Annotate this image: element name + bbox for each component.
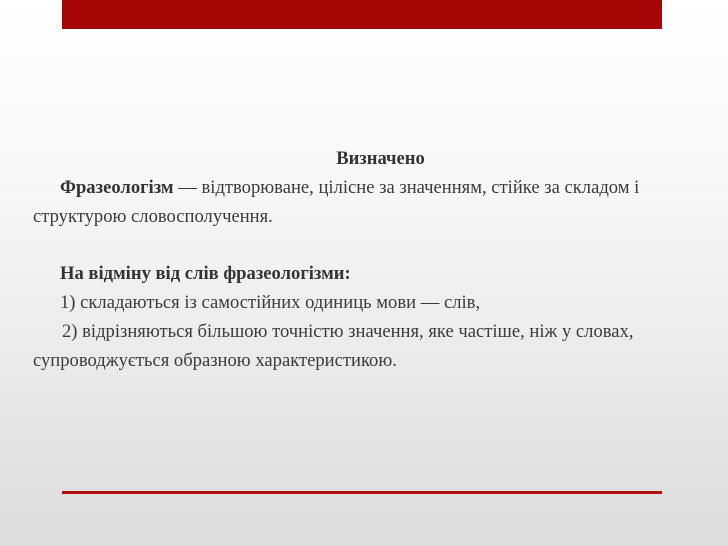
list-item-2: 2) відрізняються більшою точністю значення, яке частіше, ніж у словах, супроводжується образною характеристикою. bbox=[33, 321, 634, 371]
bottom-accent-line bbox=[62, 491, 662, 494]
definition-term: Фразеологізм bbox=[60, 177, 174, 198]
subheading: На відміну від слів фразеологізми: bbox=[60, 263, 351, 284]
top-accent-bar bbox=[62, 0, 662, 29]
list-item-1: 1) складаються із самостійних одиниць мови — слів, bbox=[60, 292, 481, 313]
slide-heading: Визначено bbox=[336, 148, 425, 169]
definition-text: — відтворюване, цілісне за значенням, стійке за складом і структурою словосполучення. bbox=[33, 177, 640, 227]
slide-body bbox=[33, 144, 698, 375]
definition-paragraph bbox=[33, 173, 698, 231]
